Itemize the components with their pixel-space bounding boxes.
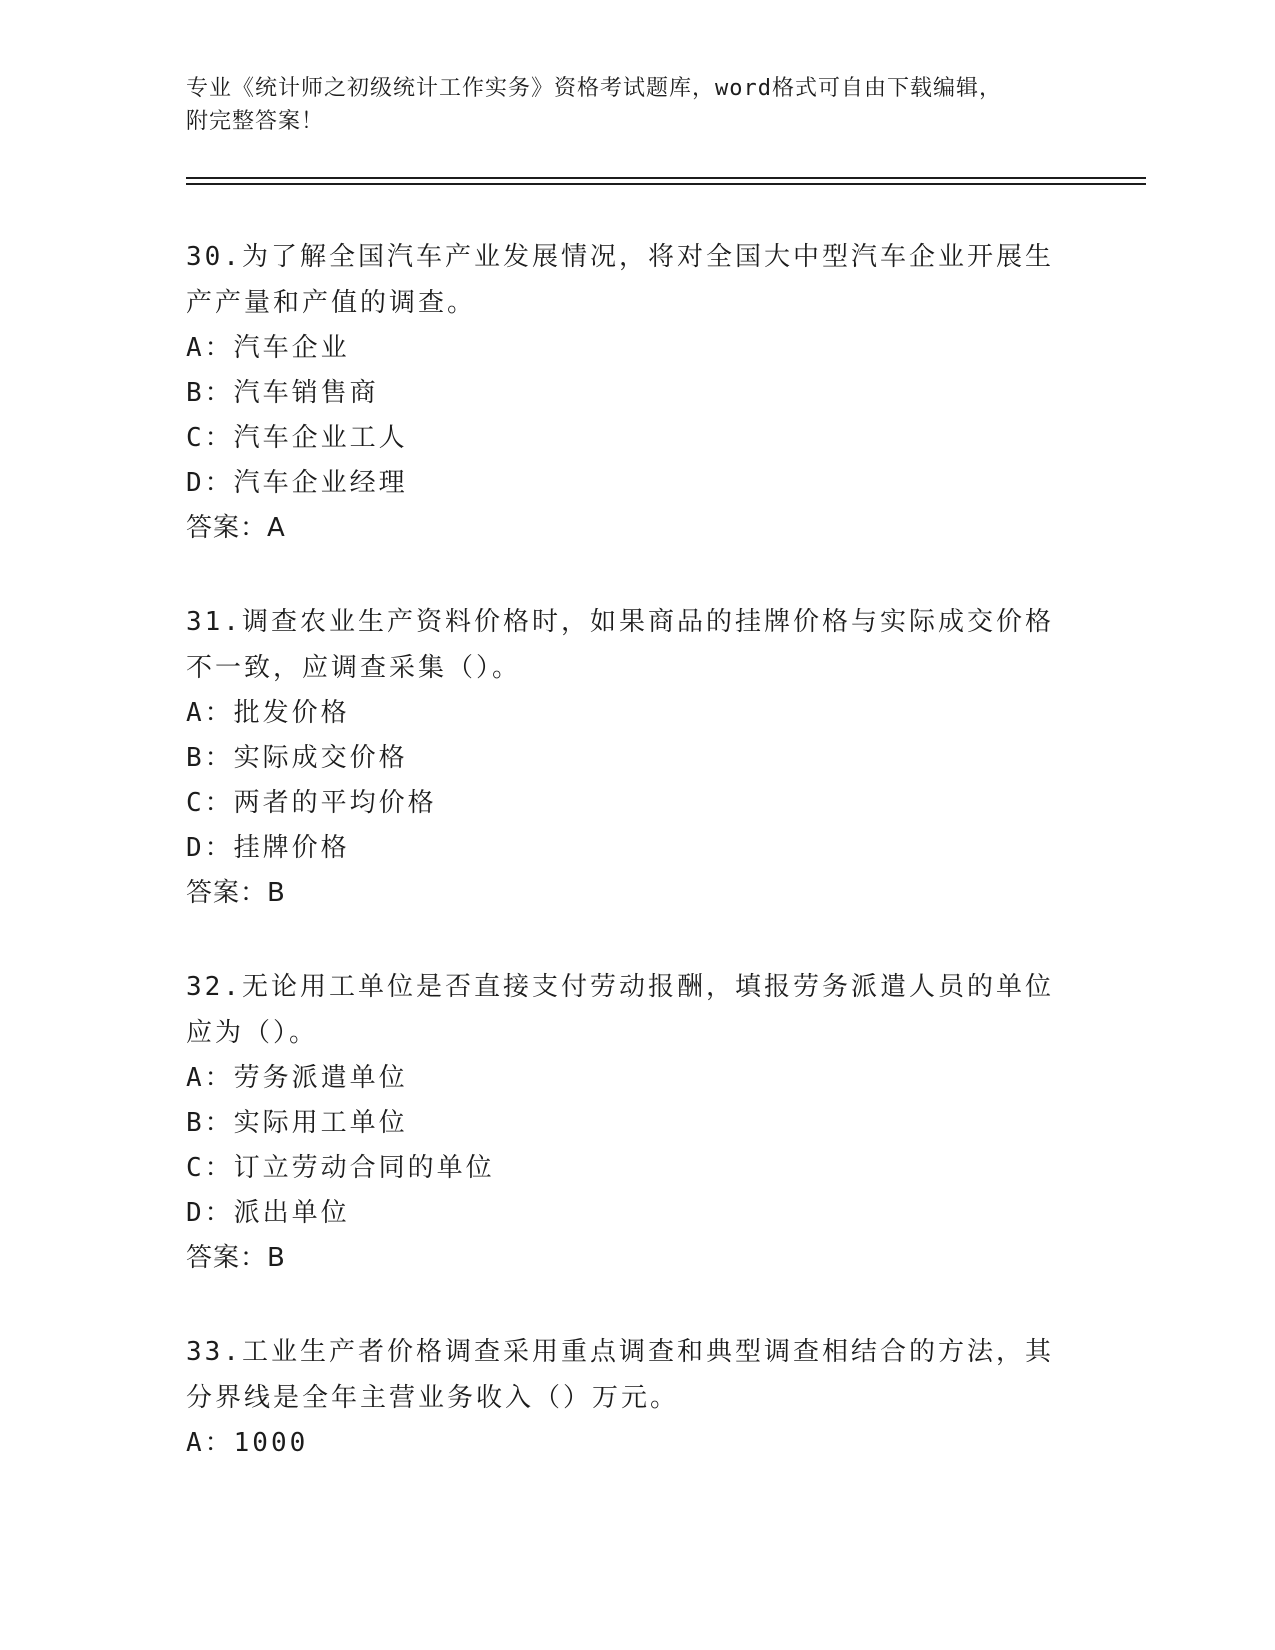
option-key: C： <box>186 423 234 453</box>
option-text: 实际用工单位 <box>233 1108 408 1138</box>
question-text: 调查农业生产资料价格时，如果商品的挂牌价格与实际成交价格不一致，应调查采集（）。 <box>186 607 1054 683</box>
question-stem <box>186 964 1066 1056</box>
option-text: 汽车企业工人 <box>233 423 408 453</box>
question-number: 33. <box>186 1337 242 1367</box>
option-key: B： <box>186 743 234 773</box>
option-key: B： <box>186 378 234 408</box>
header-divider-bottom <box>186 183 1146 185</box>
answer-line <box>186 871 1066 916</box>
question-stem <box>186 234 1066 326</box>
answer-value: B <box>267 878 286 908</box>
option-key: A： <box>186 698 234 728</box>
question-number: 30. <box>186 242 242 272</box>
question-stem <box>186 599 1066 691</box>
question-32 <box>186 964 1066 1281</box>
option-a <box>186 1056 1066 1101</box>
option-a <box>186 326 1066 371</box>
option-key: C： <box>186 788 234 818</box>
option-a <box>186 691 1066 736</box>
option-c <box>186 1146 1066 1191</box>
option-key: A： <box>186 1428 234 1458</box>
intro-line-1: 专业《统计师之初级统计工作实务》资格考试题库，word格式可自由下载编辑， <box>186 76 1002 101</box>
question-31 <box>186 599 1066 916</box>
question-33 <box>186 1329 1066 1466</box>
answer-line <box>186 506 1066 551</box>
option-key: B： <box>186 1108 234 1138</box>
answer-line <box>186 1236 1066 1281</box>
question-text: 工业生产者价格调查采用重点调查和典型调查相结合的方法，其分界线是全年主营业务收入（）万元。 <box>186 1337 1054 1413</box>
question-stem <box>186 1329 1066 1421</box>
answer-label: 答案： <box>186 878 268 908</box>
answer-value: A <box>267 513 286 543</box>
header-divider-top <box>186 177 1146 179</box>
option-text: 两者的平均价格 <box>233 788 437 818</box>
option-key: D： <box>186 468 234 498</box>
question-number: 31. <box>186 607 242 637</box>
answer-label: 答案： <box>186 1243 268 1273</box>
answer-label: 答案： <box>186 513 268 543</box>
option-text: 订立劳动合同的单位 <box>233 1153 495 1183</box>
option-text: 汽车企业经理 <box>233 468 408 498</box>
question-text: 为了解全国汽车产业发展情况，将对全国大中型汽车企业开展生产产量和产值的调查。 <box>186 242 1054 318</box>
option-text: 1000 <box>233 1428 309 1458</box>
document-intro <box>186 72 1086 138</box>
question-number: 32. <box>186 972 242 1002</box>
option-text: 劳务派遣单位 <box>233 1063 408 1093</box>
option-text: 实际成交价格 <box>233 743 408 773</box>
option-text: 派出单位 <box>233 1198 350 1228</box>
option-key: C： <box>186 1153 234 1183</box>
option-key: A： <box>186 333 234 363</box>
answer-value: B <box>267 1243 286 1273</box>
option-key: D： <box>186 833 234 863</box>
option-b <box>186 736 1066 781</box>
option-c <box>186 416 1066 461</box>
question-list <box>186 234 1066 1514</box>
option-d <box>186 461 1066 506</box>
option-a <box>186 1421 1066 1466</box>
option-text: 汽车企业 <box>233 333 350 363</box>
option-text: 汽车销售商 <box>233 378 379 408</box>
intro-line-2: 附完整答案！ <box>186 109 325 134</box>
option-d <box>186 1191 1066 1236</box>
option-c <box>186 781 1066 826</box>
option-key: A： <box>186 1063 234 1093</box>
option-text: 批发价格 <box>233 698 350 728</box>
option-b <box>186 371 1066 416</box>
question-30 <box>186 234 1066 551</box>
option-b <box>186 1101 1066 1146</box>
option-d <box>186 826 1066 871</box>
option-text: 挂牌价格 <box>233 833 350 863</box>
option-key: D： <box>186 1198 234 1228</box>
question-text: 无论用工单位是否直接支付劳动报酬，填报劳务派遣人员的单位应为（）。 <box>186 972 1054 1048</box>
